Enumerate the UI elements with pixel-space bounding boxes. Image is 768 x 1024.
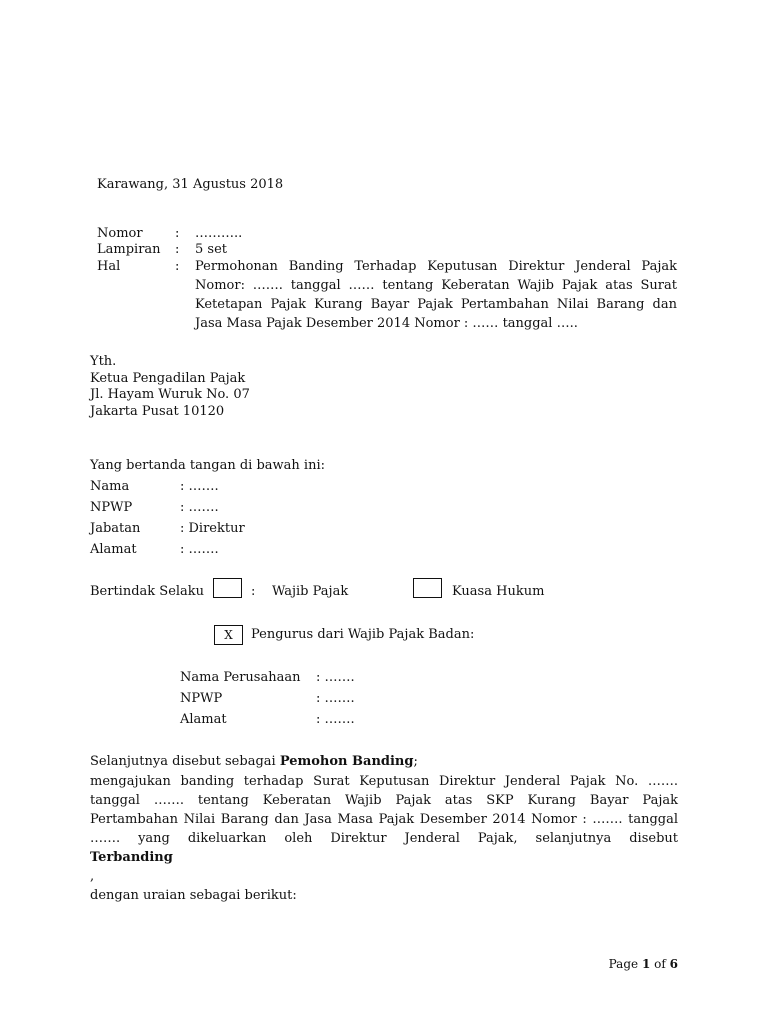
pemohon-line [90, 752, 418, 771]
lampiran-colon: : [175, 242, 180, 257]
recipient-line-1: Ketua Pengadilan Pajak [90, 371, 246, 386]
page-of: of [654, 957, 666, 971]
page-number [609, 955, 678, 974]
nomor-value: ……….. [195, 226, 243, 241]
checkbox-kuasa-hukum[interactable] [413, 578, 442, 598]
signer-npwp-value: : ……. [180, 500, 219, 515]
option-wajib-pajak: Wajib Pajak [272, 584, 349, 599]
checkbox-pengurus[interactable] [214, 625, 243, 645]
nomor-colon: : [175, 226, 180, 241]
acting-colon: : [251, 584, 256, 599]
pemohon-semicolon: ; [413, 754, 418, 769]
body-line-4 [90, 829, 678, 886]
signer-alamat-label: Alamat [90, 542, 137, 557]
hal-line: Jasa Masa Pajak Desember 2014 Nomor : …… tanggal ….. [195, 316, 578, 331]
page-total: 6 [669, 957, 678, 971]
company-nama-label: Nama Perusahaan [180, 670, 301, 685]
company-nama-value: : ……. [316, 670, 355, 685]
signer-npwp-label: NPWP [90, 500, 133, 515]
signer-jabatan-label: Jabatan [90, 521, 141, 536]
hal-line: Nomor: ……. tanggal …… tentang Keberatan Wajib Pajak atas Surat [195, 278, 677, 293]
pemohon-banding: Pemohon Banding [279, 754, 414, 769]
checkbox-mark: X [224, 627, 233, 642]
body-line-4-text: ……. yang dikeluarkan oleh Direktur Jenderal Pajak, selanjutnya disebut [90, 831, 678, 846]
body-line-3: Pertambahan Nilai Barang dan Jasa Masa Pajak Desember 2014 Nomor : ……. tanggal [90, 812, 678, 827]
recipient-line-3: Jakarta Pusat 10120 [90, 404, 225, 419]
signer-nama-value: : ……. [180, 479, 219, 494]
hal-line: Permohonan Banding Terhadap Keputusan Direktur Jenderal Pajak [195, 259, 677, 274]
checkbox-wajib-pajak[interactable] [213, 578, 242, 598]
hal-label: Hal [97, 259, 121, 274]
body-paragraph [90, 772, 678, 905]
company-npwp-value: : ……. [316, 691, 355, 706]
body-line-2: tanggal ……. tentang Keberatan Wajib Pajak atas SKP Kurang Bayar Pajak [90, 793, 678, 808]
company-alamat-label: Alamat [180, 712, 227, 727]
nomor-label: Nomor [97, 226, 143, 241]
place-date: Karawang, 31 Agustus 2018 [97, 177, 284, 192]
signer-nama-label: Nama [90, 479, 130, 494]
body-line-1: mengajukan banding terhadap Surat Keputusan Direktur Jenderal Pajak No. ……. [90, 774, 678, 789]
lampiran-value: 5 set [195, 242, 227, 257]
hal-line: Ketetapan Pajak Kurang Bayar Pajak Pertambahan Nilai Barang dan [195, 297, 677, 312]
signer-jabatan-value: : Direktur [180, 521, 245, 536]
signer-intro: Yang bertanda tangan di bawah ini: [90, 458, 325, 473]
body-line-5: dengan uraian sebagai berikut: [90, 888, 297, 903]
company-alamat-value: : ……. [316, 712, 355, 727]
option-kuasa-hukum: Kuasa Hukum [452, 584, 545, 599]
page-word: Page [608, 957, 639, 971]
recipient-yth: Yth. [90, 354, 117, 369]
pemohon-pre: Selanjutnya disebut sebagai [90, 754, 280, 769]
company-npwp-label: NPWP [180, 691, 223, 706]
recipient-line-2: Jl. Hayam Wuruk No. 07 [90, 387, 250, 402]
hal-subject [195, 257, 677, 333]
page-current: 1 [641, 957, 651, 971]
option-pengurus: Pengurus dari Wajib Pajak Badan: [251, 627, 475, 642]
lampiran-label: Lampiran [97, 242, 161, 257]
acting-label: Bertindak Selaku [90, 584, 205, 599]
body-line-4-comma: , [90, 869, 95, 884]
signer-alamat-value: : ……. [180, 542, 219, 557]
terbanding: Terbanding [90, 850, 173, 865]
hal-colon: : [175, 259, 180, 274]
